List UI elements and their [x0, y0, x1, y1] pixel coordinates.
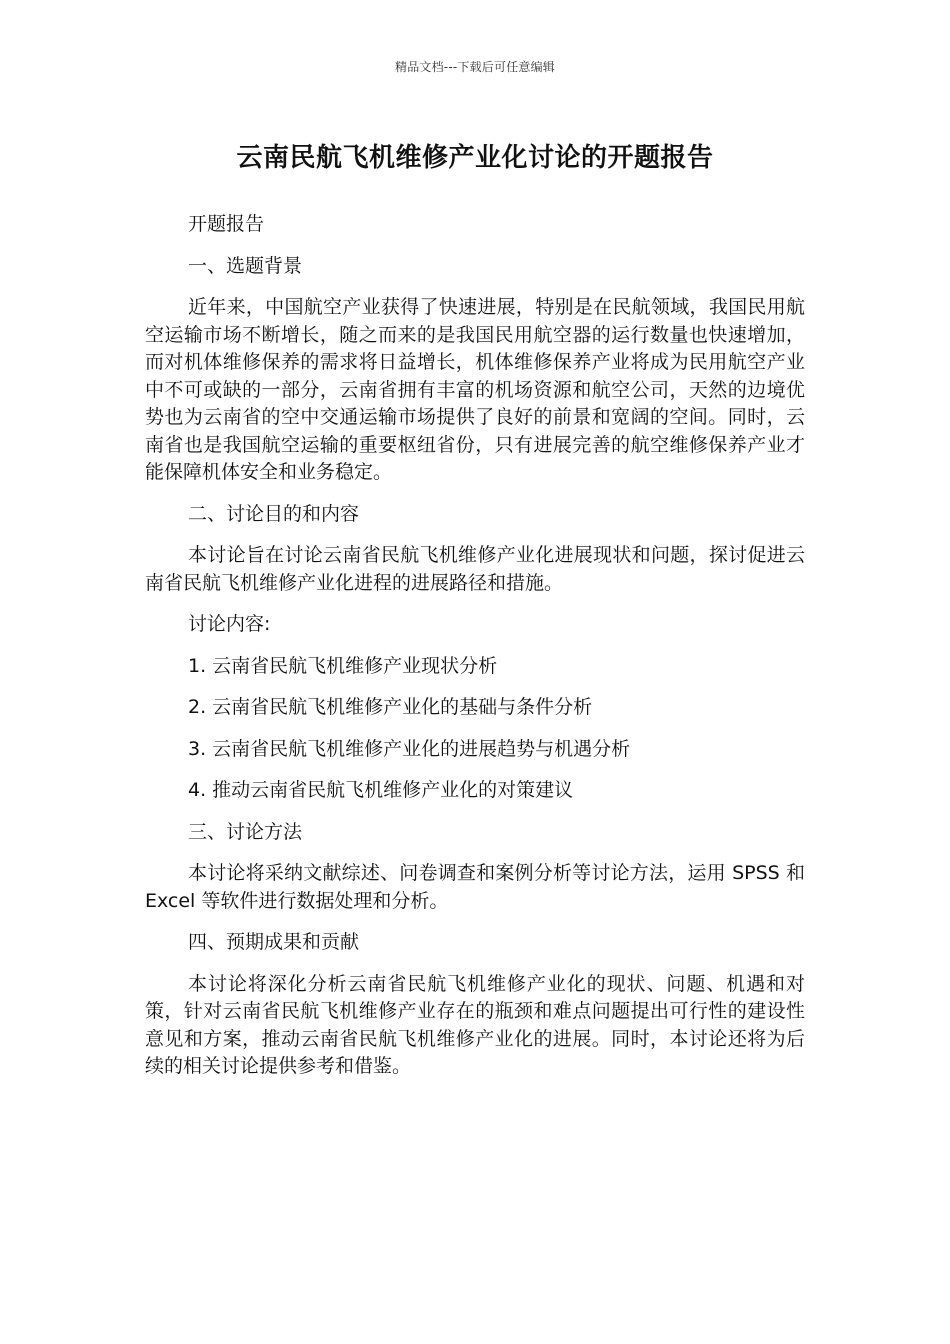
document-title: 云南民航飞机维修产业化讨论的开题报告: [236, 143, 714, 173]
list-item: 3. 云南省民航飞机维修产业化的进展趋势与机遇分析: [188, 737, 631, 760]
section-2-content-label: 讨论内容:: [188, 613, 271, 635]
header-note: 精品文档---下载后可任意编辑: [395, 60, 555, 74]
report-label: 开题报告: [188, 213, 265, 235]
section-2-heading: 二、讨论目的和内容: [188, 502, 360, 525]
list-item: 1. 云南省民航飞机维修产业现状分析: [188, 654, 498, 677]
list-item: 4. 推动云南省民航飞机维修产业化的对策建议: [188, 779, 574, 801]
section-3-body: 本讨论将采纳文献综述、问卷调查和案例分析等讨论方法，运用 SPSS 和 Excel 等软件进行数据处理和分析。: [145, 862, 805, 912]
section-4-heading: 四、预期成果和贡献: [188, 931, 360, 953]
list-item: 2. 云南省民航飞机维修产业化的基础与条件分析: [188, 696, 593, 718]
section-1-heading: 一、选题背景: [188, 254, 303, 277]
document-body: [145, 211, 805, 1095]
section-3-heading: 三、讨论方法: [188, 820, 303, 843]
section-4-body: 本讨论将深化分析云南省民航飞机维修产业化的现状、问题、机遇和对策，针对云南省民航飞机维修产业存在的瓶颈和难点问题提出可行性的建设性意见和方案，推动云南省民航飞机维修产业化的进展。同时，本讨论还将为后续的相关讨论提供参考和借鉴。: [145, 972, 805, 1077]
section-2-body: 本讨论旨在讨论云南省民航飞机维修产业化进展现状和问题，探讨促进云南省民航飞机维修产业化进程的进展路径和措施。: [145, 544, 805, 594]
section-1-body: 近年来，中国航空产业获得了快速进展，特别是在民航领域，我国民用航空运输市场不断增长，随之而来的是我国民用航空器的运行数量也快速增加，而对机体维修保养的需求将日益增长，机体维修保养产业将成为民用航空产业中不可或缺的一部分，云南省拥有丰富的机场资源和航空公司，天然的边境优势也为云南省的空中交通运输市场提供了良好的前景和宽阔的空间。同时，云南省也是我国航空运输的重要枢纽省份，只有进展完善的航空维修保养产业才能保障机体安全和业务稳定。: [145, 296, 805, 483]
